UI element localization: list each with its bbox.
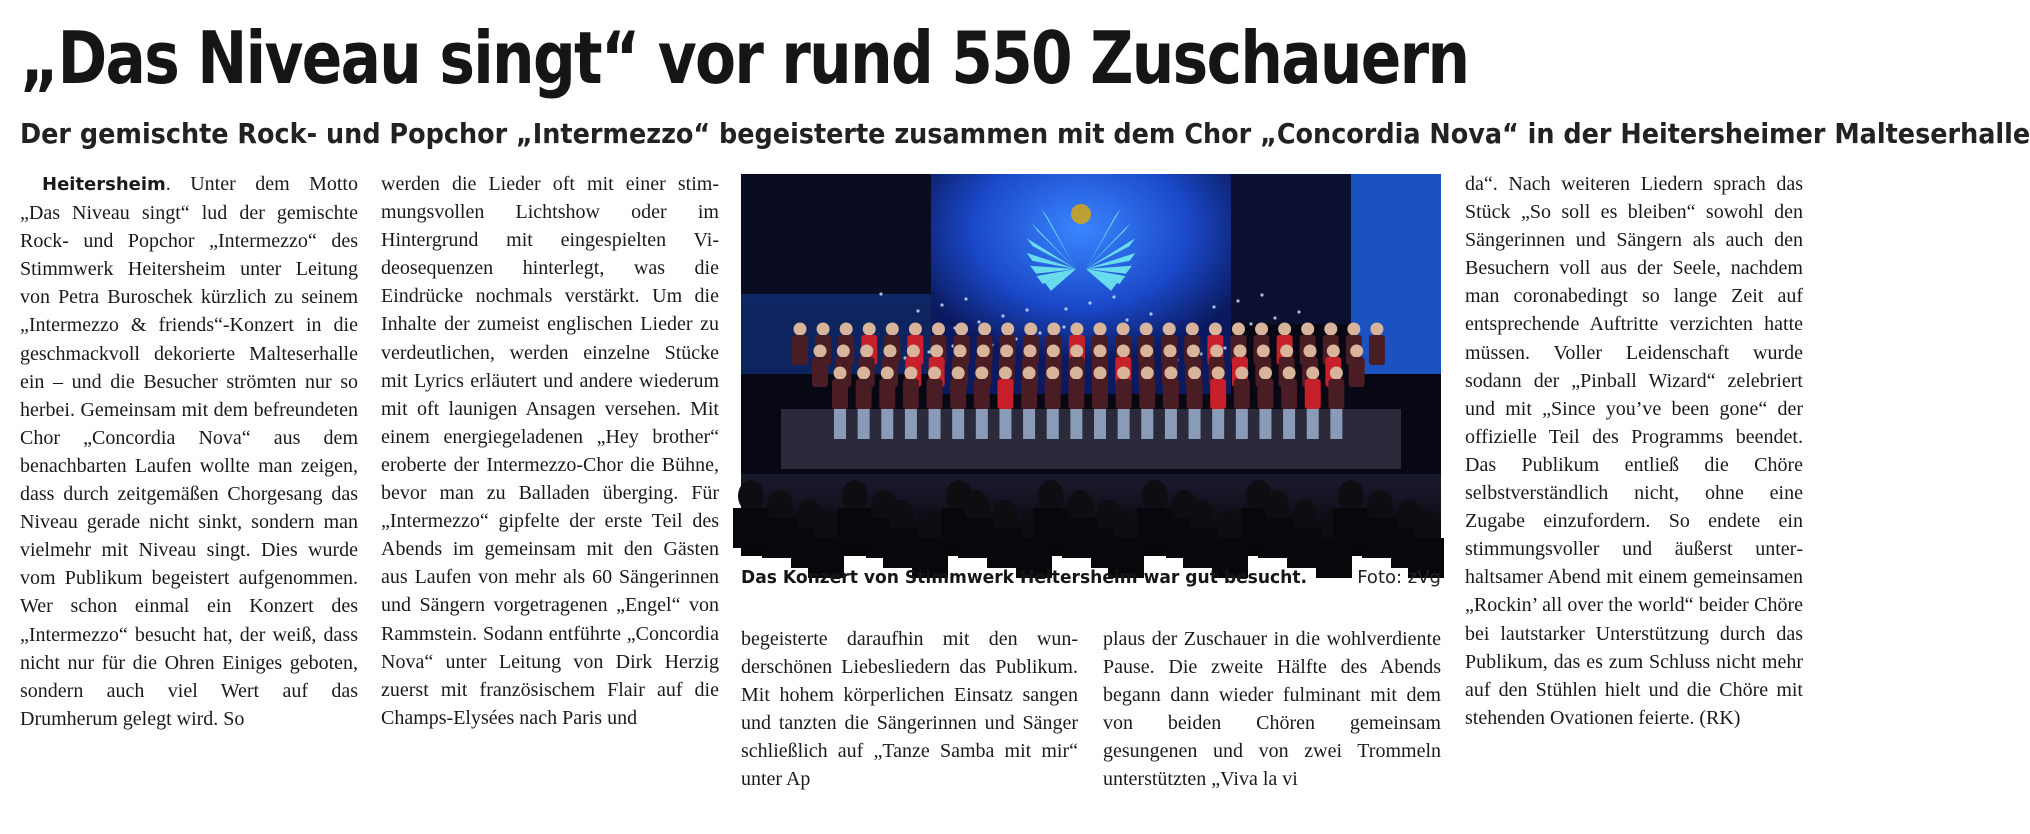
singer-head (1001, 323, 1014, 336)
article-column-3b (1103, 625, 1441, 794)
singer-body (1116, 379, 1132, 409)
singer-head (840, 323, 853, 336)
emblem-center (1071, 204, 1091, 224)
light-dot (1025, 308, 1028, 311)
singer-head (907, 345, 920, 358)
column-4-text: da“. Nach weiteren Liedern sprach das Stück „So soll es bleiben“ sowohl den Sängerinnen und Sängern als auch den Besuchern voll aus der Seele, nachdem man coronabedingt so lange Zeit auf entsprechende Auftritte verzichten hatte müssen. Voller Leidenschaft wurde sodann der „Pinball Wizard“ zelebriert und mit „Since you’ve been gone“ der offizielle Teil des Programms beendet. Das Publikum entließ die Chöre selbstverständlich nicht, ohne eine Zugabe einzufordern. So endete ein stimmungsvoller und äußerst unterhaltsamer Abend mit einem gemeinsamen „Rockin’ all over the world“ beider Chöre bei lautstarker Unterstützung durch das Publikum, das es zum Schluss nicht mehr auf den Stühlen hielt und die Chöre mit stehenden Ovationen feierte. (RK) (1465, 173, 1803, 729)
singer-head (1280, 345, 1293, 358)
column-3b-text: plaus der Zuschauer in die wohlverdiente Pause. Die zweite Hälfte des Abends begann dann wieder fulminant mit dem von beiden Chören gemeinsam gesungenen und von zwei Trommeln unterstützten „Viva la vi (1103, 628, 1441, 791)
singer-legs (999, 409, 1011, 439)
singer-head (1024, 323, 1037, 336)
light-dot (1038, 331, 1041, 334)
light-dot (1273, 316, 1276, 319)
singer-head (955, 323, 968, 336)
singer-head (999, 367, 1012, 380)
singer-body (1257, 379, 1273, 409)
singer-legs (1330, 409, 1342, 439)
article-column-3a (741, 625, 1078, 794)
singer-head (1164, 345, 1177, 358)
audience-head (917, 510, 943, 542)
audience-head (738, 480, 764, 512)
singer-head (909, 323, 922, 336)
singer-head (932, 323, 945, 336)
audience-head (767, 490, 793, 522)
audience-head (1038, 480, 1064, 512)
audience-head (992, 500, 1018, 532)
singer-head (1164, 367, 1177, 380)
singer-head (834, 367, 847, 380)
singer-head (1070, 323, 1083, 336)
right-wall (1231, 174, 1351, 324)
singer-head (1047, 345, 1060, 358)
light-dot (1249, 322, 1252, 325)
singer-legs (1259, 409, 1271, 439)
audience-head (1367, 490, 1393, 522)
singer-head (1350, 345, 1363, 358)
singer-body (1139, 379, 1155, 409)
column-1-paragraph (20, 170, 358, 733)
singer-body (856, 379, 872, 409)
photo-caption-text: Das Konzert von Stimmwerk Heitersheim war gut besucht. (741, 567, 1308, 588)
singer-body (1369, 335, 1385, 365)
singer-body (927, 379, 943, 409)
singer-head (1232, 323, 1245, 336)
singer-head (975, 367, 988, 380)
singer-head (1324, 323, 1337, 336)
singer-body (1068, 379, 1084, 409)
article-column-4 (1465, 170, 1803, 732)
left-wall (741, 174, 931, 304)
singer-head (904, 367, 917, 380)
singer-legs (834, 409, 846, 439)
singer-head (1000, 345, 1013, 358)
audience-head (842, 480, 868, 512)
singer-head (857, 367, 870, 380)
singer-head (1327, 345, 1340, 358)
singer-legs (1307, 409, 1319, 439)
singer-head (1235, 367, 1248, 380)
singer-head (881, 367, 894, 380)
column-1-text: . Unter dem Motto „Das Niveau singt“ lud der gemischte Rock- und Popchor „Intermezzo“ des Stimmwerk Heitersheim unter Leitung von Petra Buroschek kürzlich zu seinem „Intermezzo & friends“-Konzert in die geschmackvoll dekorierte Malteserhalle ein – und die Besucher strömten nur so herbei. Gemeinsam mit dem befreundeten Chor „Concordia Nova“ aus dem benachbarten Laufen wollte man zeigen, dass durch zeitgemäßen Chorgesang das Niveau gerade nicht sinkt, sondern man vielmehr mit Niveau singt. Dies wurde vom Publikum begeistert aufgenommen. Wer schon einmal ein Konzert des „Intermezzo“ besucht hat, der weiß, dass nicht nur für die Ohren Einiges geboten, sondern auch viel Wert auf das Drumherum gelegt wird. So (20, 173, 358, 730)
singer-head (1210, 345, 1223, 358)
article-column-1 (20, 170, 358, 733)
light-dot (940, 303, 943, 306)
singer-legs (1070, 409, 1082, 439)
singer-legs (1023, 409, 1035, 439)
singer-head (1140, 323, 1153, 336)
singer-head (1046, 367, 1059, 380)
singer-head (814, 345, 827, 358)
audience-head (1292, 500, 1318, 532)
audience-head (1217, 510, 1243, 542)
singer-head (860, 345, 873, 358)
singer-head (1257, 345, 1270, 358)
singer-body (1045, 379, 1061, 409)
singer-legs (858, 409, 870, 439)
singer-legs (1189, 409, 1201, 439)
singer-head (1023, 367, 1036, 380)
singer-legs (976, 409, 988, 439)
concert-photo (741, 174, 1441, 556)
audience-head (1263, 490, 1289, 522)
photo-credit: Foto: zVg (1357, 567, 1441, 588)
light-dot (1223, 346, 1226, 349)
audience-head (1188, 500, 1214, 532)
singer-legs (1283, 409, 1295, 439)
singer-head (1141, 367, 1154, 380)
photo-caption (741, 564, 1441, 594)
singer-body (879, 379, 895, 409)
singer-legs (1047, 409, 1059, 439)
singer-head (1186, 323, 1199, 336)
singer-head (1188, 367, 1201, 380)
singer-head (1094, 345, 1107, 358)
singer-head (952, 367, 965, 380)
singer-body (1092, 379, 1108, 409)
singer-head (1117, 323, 1130, 336)
singer-head (1330, 367, 1343, 380)
singer-head (1117, 367, 1130, 380)
light-dot (927, 350, 930, 353)
audience-head (1142, 480, 1168, 512)
singer-legs (1212, 409, 1224, 439)
singer-head (1278, 323, 1291, 336)
singer-head (1047, 323, 1060, 336)
singer-legs (1165, 409, 1177, 439)
audience-head (813, 510, 839, 542)
singer-head (837, 345, 850, 358)
singer-head (1094, 367, 1107, 380)
singer-head (1304, 345, 1317, 358)
singer-legs (881, 409, 893, 439)
singer-head (1187, 345, 1200, 358)
audience-head (1413, 510, 1439, 542)
singer-body (1187, 379, 1203, 409)
column-2-text: werden die Lieder oft mit einer stimmungsvollen Lichtshow oder im Hintergrund mit eingespielten Videosequenzen hinterlegt, was die Eindrücke nochmals verstärkt. Um die Inhalte der zumeist englischen Lieder zu verdeutlichen, werden einzelne Stücke mit Lyrics erläutert und andere wiederum mit oft launigen Ansagen versehen. Mit einem energiegeladenen „Hey brother“ eroberte der Intermezzo-Chor die Bühne, bevor man zu Balladen überging. Für „Intermezzo“ gipfelte der erste Teil des Abends im gemeinsam mit den Gästen aus Laufen von mehr als 60 Sängerinnen und Sängern vorgetragenen „Engel“ von Rammstein. Sodann entführte „Concordia Nova“ unter Leitung von Dirk Herzig zuerst mit französischem Flair auf die Champs-Elysées nach Paris und (381, 173, 719, 729)
article-subheadline: Der gemischte Rock- und Popchor „Intermezzo“ begeisterte zusammen mit dem Chor „Concordia Nova“ in der Heitersheimer Malteserhalle (20, 117, 2030, 150)
singer-body (1349, 357, 1365, 387)
light-dot (1062, 325, 1065, 328)
audience-head (1113, 510, 1139, 542)
audience-head (1338, 480, 1364, 512)
singer-head (817, 323, 830, 336)
light-dot (1001, 314, 1004, 317)
singer-head (1347, 323, 1360, 336)
singer-legs (1094, 409, 1106, 439)
light-dot (879, 292, 882, 295)
audience-head (1067, 490, 1093, 522)
singer-head (1259, 367, 1272, 380)
singer-head (930, 345, 943, 358)
singer-body (997, 379, 1013, 409)
singer-legs (952, 409, 964, 439)
singer-body (1163, 379, 1179, 409)
singer-head (1283, 367, 1296, 380)
singer-head (1255, 323, 1268, 336)
singer-body (1021, 379, 1037, 409)
light-dot (1064, 307, 1067, 310)
singer-body (1305, 379, 1321, 409)
article-headline: „Das Niveau singt“ vor rund 550 Zuschauern (20, 16, 1469, 100)
singer-legs (1236, 409, 1248, 439)
light-dot (1212, 305, 1215, 308)
singer-body (1328, 379, 1344, 409)
singer-body (903, 379, 919, 409)
singer-head (1301, 323, 1314, 336)
light-dot (1112, 295, 1115, 298)
singer-legs (905, 409, 917, 439)
singer-body (1281, 379, 1297, 409)
singer-head (1212, 367, 1225, 380)
singer-head (1370, 323, 1383, 336)
singer-head (1024, 345, 1037, 358)
light-dot (964, 297, 967, 300)
singer-head (1209, 323, 1222, 336)
singer-body (832, 379, 848, 409)
singer-body (1210, 379, 1226, 409)
singer-body (792, 335, 808, 365)
light-dot (1297, 310, 1300, 313)
singer-head (884, 345, 897, 358)
singer-head (1070, 345, 1083, 358)
singer-head (1117, 345, 1130, 358)
singer-head (1163, 323, 1176, 336)
singer-head (1094, 323, 1107, 336)
light-dot (1149, 312, 1152, 315)
light-dot (977, 320, 980, 323)
light-dot (1088, 301, 1091, 304)
singer-head (928, 367, 941, 380)
article-column-2 (381, 170, 719, 732)
singer-legs (1118, 409, 1130, 439)
singer-body (974, 379, 990, 409)
singer-legs (1141, 409, 1153, 439)
singer-head (1306, 367, 1319, 380)
light-dot (1125, 318, 1128, 321)
audience-head (888, 500, 914, 532)
singer-head (978, 323, 991, 336)
singer-head (1140, 345, 1153, 358)
column-3a-text: begeisterte daraufhin mit den wunderschönen Liebesliedern das Publikum. Mit hohem körperlichen Einsatz sangen und tanzten die Sängerinnen und Sänger schließlich auf „Tanze Samba mit mir“ unter Ap (741, 628, 1078, 791)
singer-body (950, 379, 966, 409)
singer-head (1070, 367, 1083, 380)
singer-head (954, 345, 967, 358)
light-dot (1236, 299, 1239, 302)
singer-head (863, 323, 876, 336)
right-screen (1351, 174, 1441, 374)
singer-head (977, 345, 990, 358)
article-dateline: Heitersheim (42, 174, 166, 195)
light-dot (916, 309, 919, 312)
singer-head (886, 323, 899, 336)
singer-head (794, 323, 807, 336)
audience-head (963, 490, 989, 522)
singer-body (812, 357, 828, 387)
singer-body (1234, 379, 1250, 409)
singer-legs (929, 409, 941, 439)
light-dot (1260, 293, 1263, 296)
singer-head (1234, 345, 1247, 358)
